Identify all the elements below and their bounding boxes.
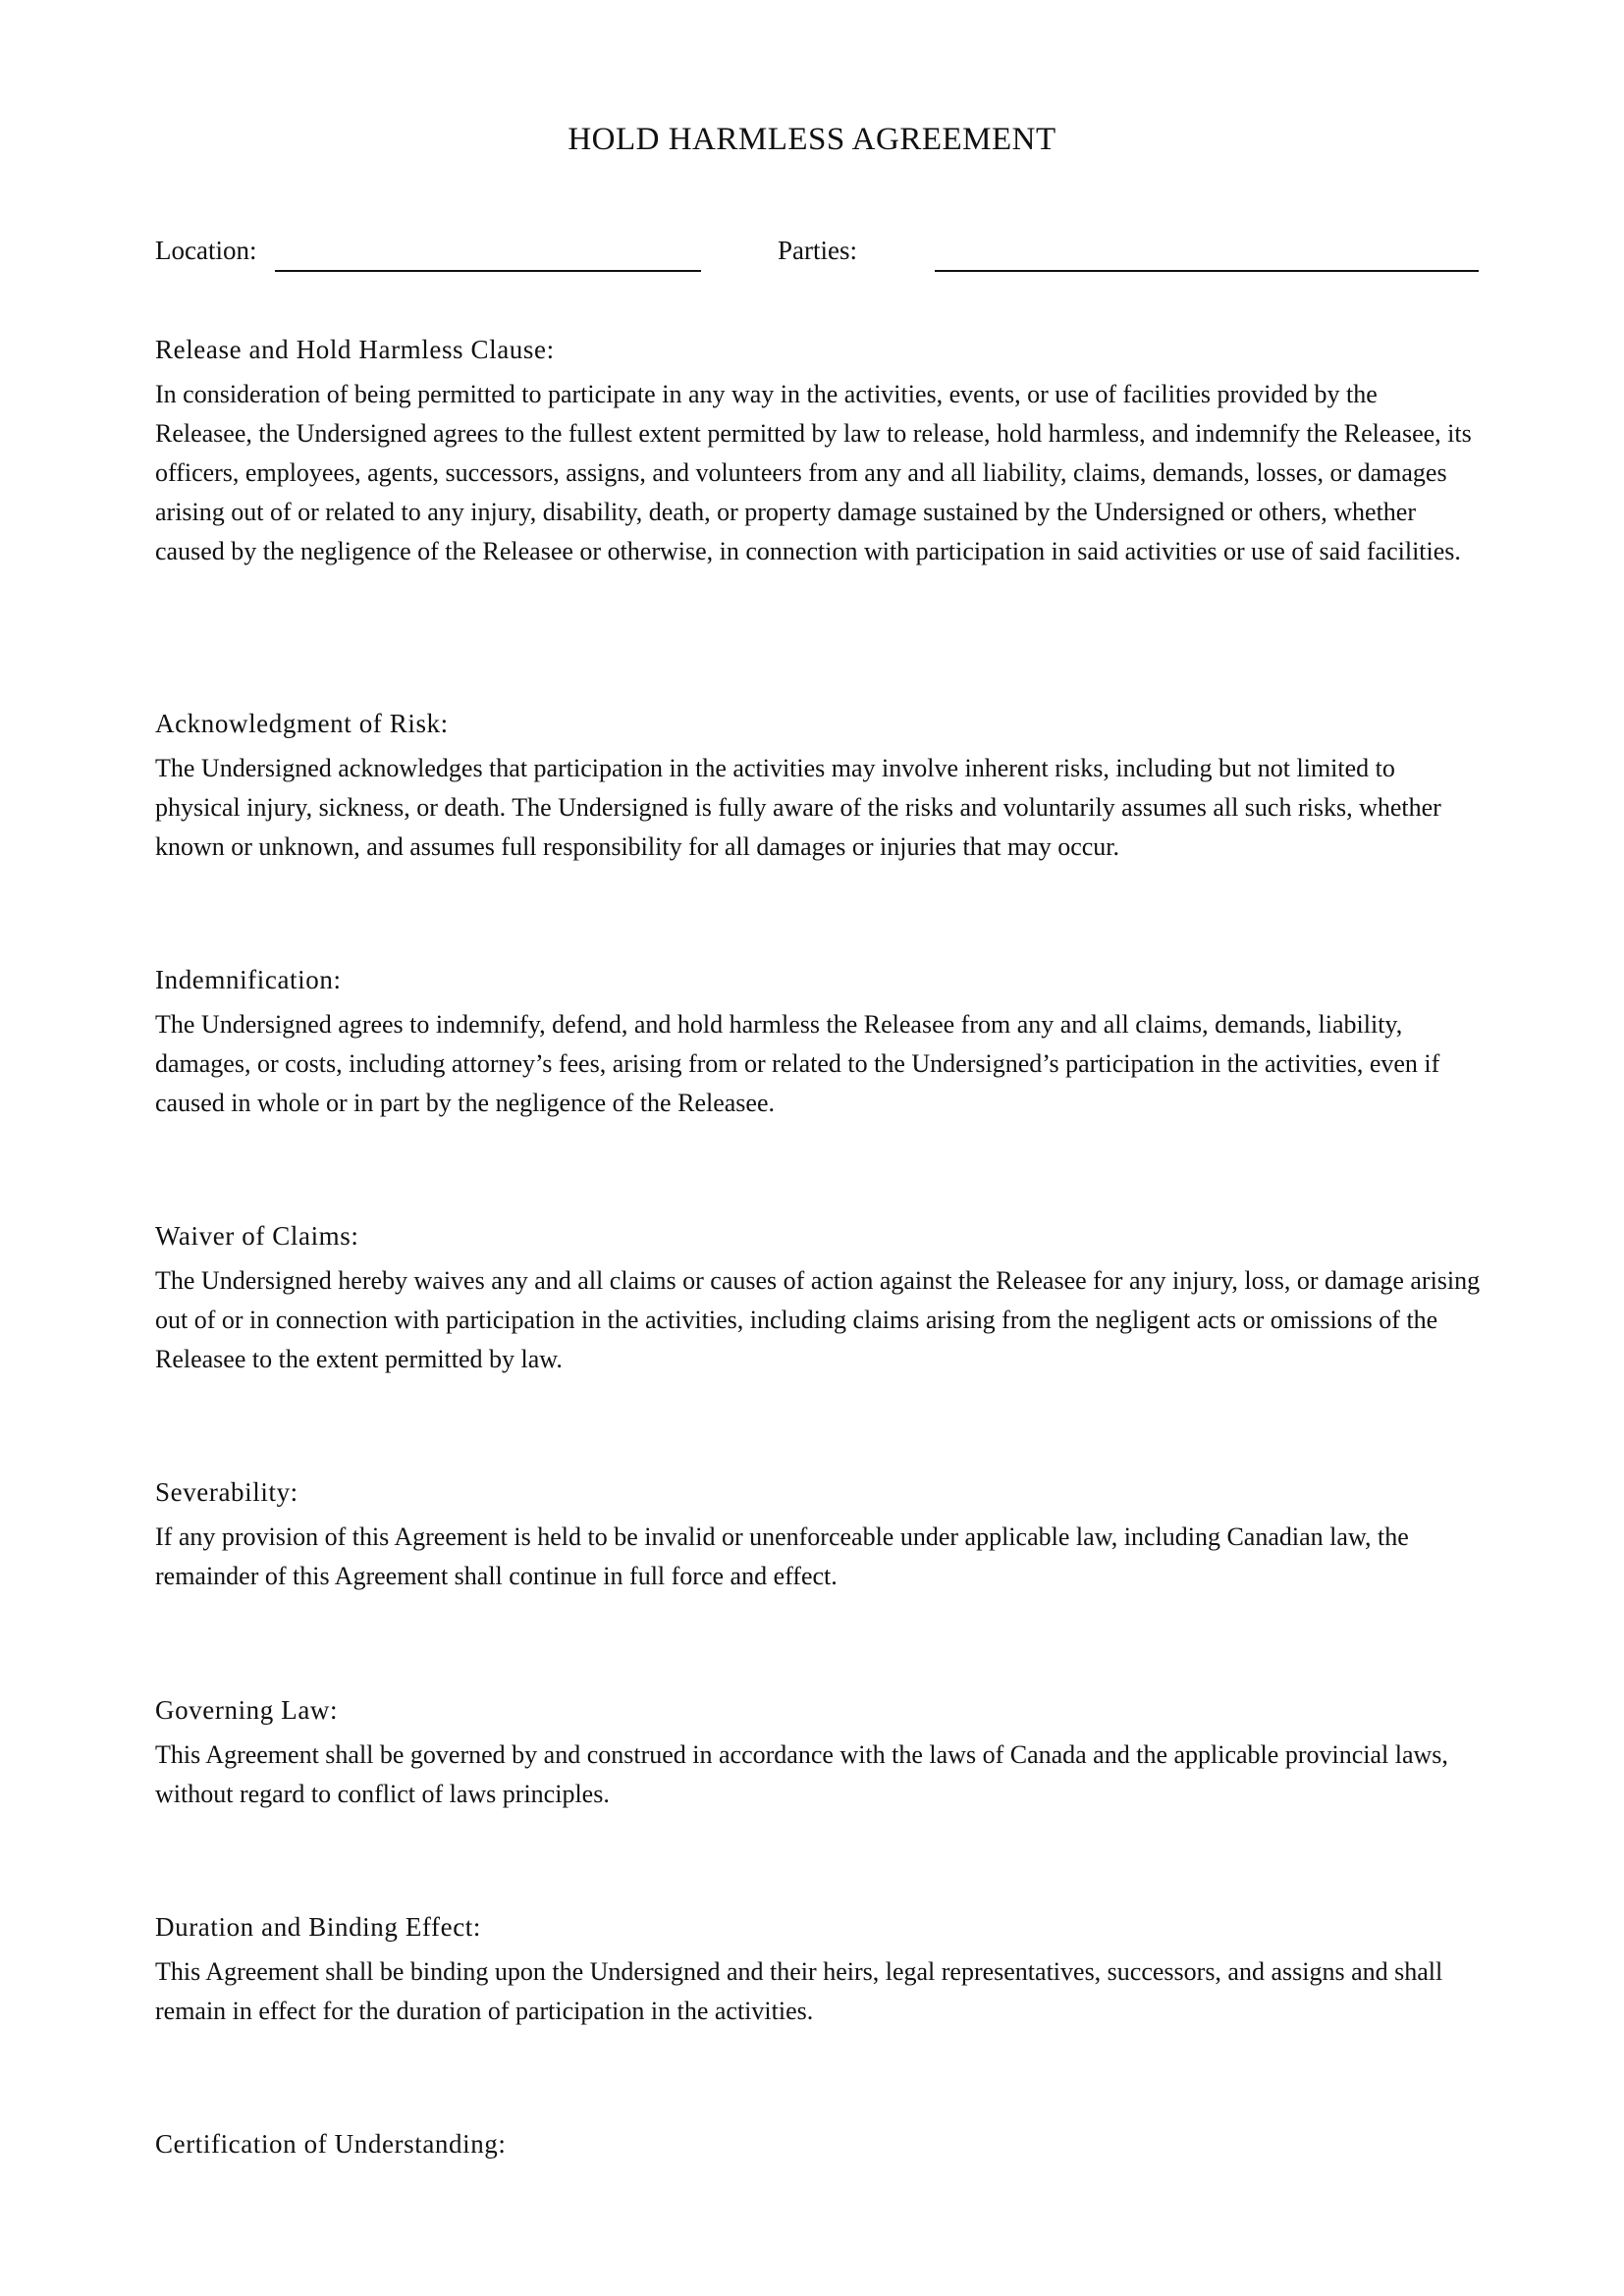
parties-field[interactable] [935, 270, 1479, 272]
section-heading: Severability: [155, 1477, 298, 1507]
section-body: In consideration of being permitted to participate in any way in the activities, events, or use of facilities provided by the Releasee, the Undersigned agrees to the fullest extent permitted by law to release, hold harmless, and indemnify the Releasee, its officers, employees, agents, successors, assigns, and volunteers from any and all liability, claims, demands, losses, or damages arising out of or related to any injury, disability, death, or property damage sustained by the Undersigned or others, whether caused by the negligence of the Releasee or otherwise, in connection with participation in said activities or use of said facilities. [155, 380, 1472, 565]
section-indemnification [155, 960, 1481, 1123]
location-field[interactable] [275, 270, 701, 272]
section-acknowledgment-of-risk [155, 704, 1481, 867]
location-label: Location: [155, 236, 257, 265]
section-severability [155, 1472, 1481, 1596]
section-body: This Agreement shall be binding upon the Undersigned and their heirs, legal representatives, successors, and assigns and shall remain in effect for the duration of participation in the activities. [155, 1957, 1443, 2025]
section-waiver-of-claims [155, 1216, 1481, 1379]
document-title: HOLD HARMLESS AGREEMENT [568, 122, 1056, 157]
section-governing-law [155, 1690, 1481, 1814]
section-body: The Undersigned hereby waives any and all claims or causes of action against the Releasee for any injury, loss, or damage arising out of or in connection with participation in the activities, including claims arising from the negligent acts or omissions of the Releasee to the extent permitted by law. [155, 1266, 1481, 1373]
section-heading: Indemnification: [155, 965, 342, 994]
section-heading: Acknowledgment of Risk: [155, 709, 449, 738]
section-release-hold-harmless [155, 330, 1481, 571]
section-duration-binding-effect [155, 1907, 1481, 2031]
section-heading: Release and Hold Harmless Clause: [155, 335, 555, 364]
section-body: If any provision of this Agreement is held to be invalid or unenforceable under applicable law, including Canadian law, the remainder of this Agreement shall continue in full force and effect. [155, 1522, 1409, 1590]
section-body: This Agreement shall be governed by and construed in accordance with the laws of Canada and the applicable provincial laws, without regard to conflict of laws principles. [155, 1740, 1448, 1808]
section-heading: Waiver of Claims: [155, 1221, 359, 1251]
section-body: The Undersigned acknowledges that participation in the activities may involve inherent risks, including but not limited to physical injury, sickness, or death. The Undersigned is fully aware of the risks and voluntarily assumes all such risks, whether known or unknown, and assumes full responsibility for all damages or injuries that may occur. [155, 754, 1441, 861]
header-fields [155, 236, 1481, 275]
section-certification-of-understanding [155, 2124, 1481, 2169]
section-heading: Certification of Understanding: [155, 2129, 507, 2159]
parties-label: Parties: [778, 236, 857, 265]
section-body: The Undersigned agrees to indemnify, defend, and hold harmless the Releasee from any and all claims, demands, liability, damages, or costs, including attorney’s fees, arising from or related to the Undersigned’s participation in the activities, even if caused in whole or in part by the negligence of the Releasee. [155, 1010, 1440, 1117]
section-heading: Duration and Binding Effect: [155, 1912, 481, 1942]
section-heading: Governing Law: [155, 1695, 339, 1725]
